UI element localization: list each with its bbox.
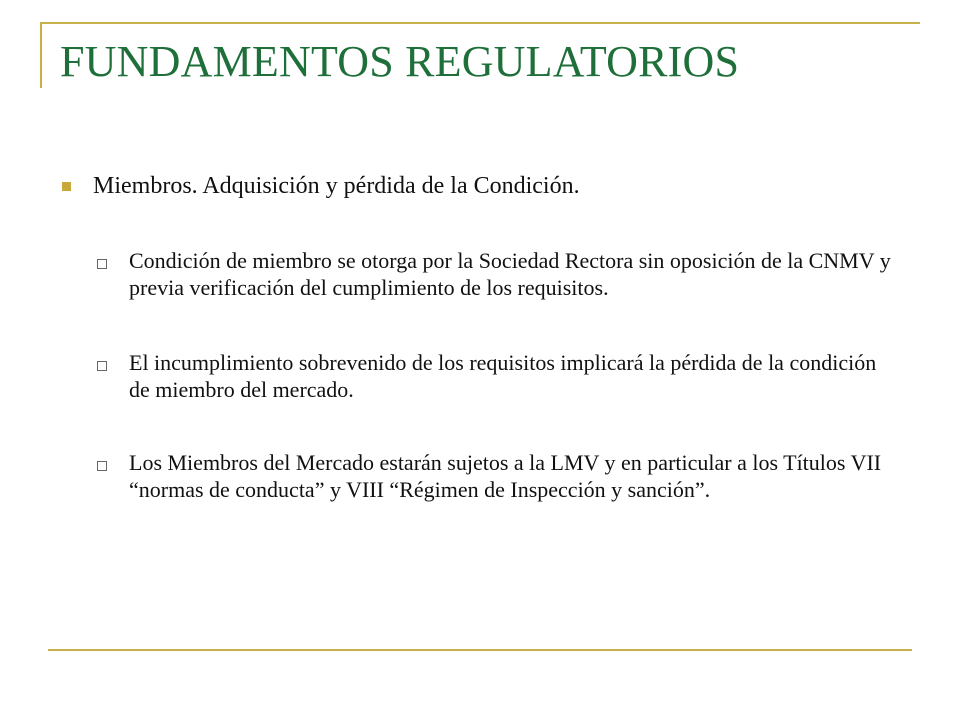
hollow-square-bullet-icon xyxy=(97,259,107,269)
hollow-square-bullet-icon xyxy=(97,461,107,471)
sub-bullet-1 xyxy=(97,247,897,301)
sub-bullet-2 xyxy=(97,349,897,403)
sub-bullet-text-1: Condición de miembro se otorga por la Sociedad Rectora sin oposición de la CNMV y previa verificación del cumplimiento de los requisitos. xyxy=(129,248,891,300)
left-rule xyxy=(40,22,42,88)
bottom-rule xyxy=(48,649,912,651)
main-bullet xyxy=(62,170,922,202)
square-bullet-icon xyxy=(62,182,71,191)
sub-bullet-text-2: El incumplimiento sobrevenido de los requisitos implicará la pérdida de la condición de miembro del mercado. xyxy=(129,350,877,402)
slide-title: FUNDAMENTOS REGULATORIOS xyxy=(60,37,740,86)
sub-bullet-text-3: Los Miembros del Mercado estarán sujetos a la LMV y en particular a los Títulos VII “normas de conducta” y VIII “Régimen de Inspección y sanción”. xyxy=(129,450,882,502)
sub-bullet-3 xyxy=(97,449,897,503)
main-bullet-text: Miembros. Adquisición y pérdida de la Condición. xyxy=(93,173,580,199)
hollow-square-bullet-icon xyxy=(97,361,107,371)
top-rule xyxy=(40,22,920,24)
